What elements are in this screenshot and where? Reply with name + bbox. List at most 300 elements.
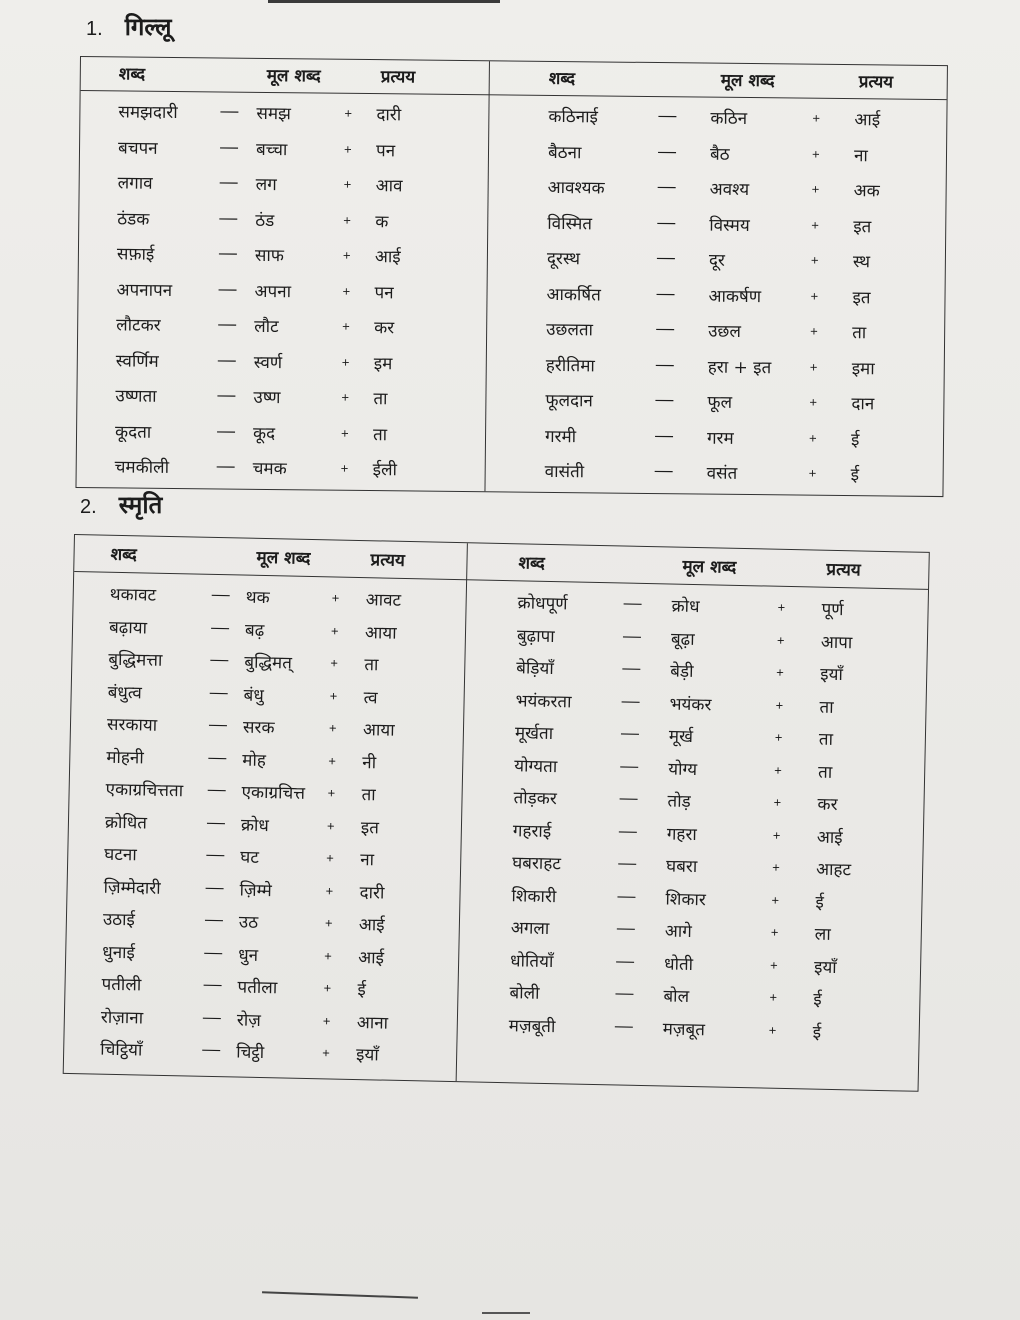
plus-symbol: + <box>331 590 340 606</box>
table-row <box>78 312 486 350</box>
column-header-word: शब्द <box>548 68 576 90</box>
derived-word: एकाग्रचित्तता <box>105 779 184 802</box>
plus-symbol: + <box>769 989 778 1005</box>
suffix-word: दान <box>851 394 875 415</box>
suffix-word: पूर्ण <box>821 599 844 621</box>
plus-symbol: + <box>774 762 782 778</box>
suffix-word: आया <box>362 720 395 741</box>
plus-symbol: + <box>341 354 350 370</box>
suffix-word: इत <box>360 817 380 838</box>
plus-symbol: + <box>330 655 339 671</box>
suffix-table-2 <box>63 534 930 1092</box>
table-row <box>78 276 486 314</box>
suffix-word: त्व <box>363 687 378 708</box>
dash-symbol: — <box>210 616 230 637</box>
derived-word: बंधुत्व <box>107 682 143 703</box>
dash-symbol: — <box>622 657 641 678</box>
table-row <box>486 281 946 320</box>
derived-word: घबराहट <box>511 853 562 875</box>
plus-symbol: + <box>777 599 786 615</box>
suffix-word: इमा <box>851 358 875 379</box>
root-word: साफ <box>254 245 285 267</box>
table-row <box>77 418 485 456</box>
derived-word: लौटकर <box>116 315 161 336</box>
suffix-word: ई <box>813 989 822 1010</box>
derived-word: बेड़ियाँ <box>516 658 554 680</box>
suffix-word: ता <box>372 424 388 445</box>
plus-symbol: + <box>344 105 353 121</box>
suffix-word: स्थ <box>852 252 871 273</box>
root-word: तोड़ <box>667 791 691 812</box>
suffix-word: ता <box>373 389 388 410</box>
derived-word: सफ़ाई <box>116 244 155 265</box>
plus-symbol: + <box>326 850 335 866</box>
dash-symbol: — <box>616 917 636 938</box>
root-word: गरम <box>706 428 734 449</box>
root-word: बोल <box>663 986 690 1007</box>
root-word: बूढ़ा <box>670 629 695 650</box>
dash-symbol: — <box>203 973 222 995</box>
dash-symbol: — <box>209 681 228 702</box>
plus-symbol: + <box>340 425 349 441</box>
dash-symbol: — <box>622 625 642 646</box>
derived-word: पतीली <box>101 974 142 996</box>
derived-word: आकर्षित <box>546 284 601 305</box>
footer-rule <box>482 1312 530 1314</box>
derived-word: दूरस्थ <box>546 248 581 270</box>
suffix-word: ना <box>853 145 868 166</box>
suffix-word: ना <box>360 850 375 871</box>
derived-word: फूलदान <box>545 390 594 412</box>
table-row <box>79 206 487 244</box>
suffix-word: आई <box>357 947 385 969</box>
root-word: उष्ण <box>253 387 281 409</box>
root-word: मूर्ख <box>668 726 694 748</box>
suffix-word: आपा <box>820 632 853 653</box>
table-row <box>485 387 945 426</box>
plus-symbol: + <box>808 430 817 446</box>
derived-word: उछलता <box>546 319 594 341</box>
derived-word: हरीतिमा <box>545 355 595 376</box>
root-word: भयंकर <box>669 694 712 715</box>
derived-word: सरकाया <box>106 714 158 736</box>
plus-symbol: + <box>772 859 780 875</box>
derived-word: बुद्धिमत्ता <box>108 649 163 671</box>
plus-symbol: + <box>325 882 334 899</box>
derived-word: ठंडक <box>117 208 150 230</box>
dash-symbol: — <box>205 876 224 897</box>
suffix-word: ई <box>812 1022 822 1043</box>
column-header-suffix: प्रत्यय <box>370 550 406 571</box>
root-word: थक <box>245 587 270 609</box>
root-word: क्रोध <box>240 815 270 836</box>
suffix-word: ई <box>357 980 367 1001</box>
dash-symbol: — <box>656 318 675 339</box>
derived-word: भयंकरता <box>515 690 572 712</box>
derived-word: थकावट <box>109 584 157 606</box>
dash-symbol: — <box>615 982 634 1003</box>
dash-symbol: — <box>217 384 236 405</box>
suffix-word: आई <box>358 915 385 936</box>
plus-symbol: + <box>808 465 817 481</box>
dash-symbol: — <box>219 171 238 192</box>
plus-symbol: + <box>341 389 350 405</box>
table-row <box>487 210 947 249</box>
suffix-word: दारी <box>359 882 385 904</box>
root-word: समझ <box>256 103 292 125</box>
table-row <box>485 423 945 462</box>
root-word: उछल <box>708 321 742 342</box>
root-word: लग <box>255 174 277 196</box>
suffix-word: आई <box>816 827 843 848</box>
dash-symbol: — <box>204 941 223 962</box>
suffix-word: क <box>375 211 389 232</box>
root-word: कठिन <box>710 108 748 129</box>
top-rule <box>268 0 500 3</box>
plus-symbol: + <box>324 915 333 931</box>
table-row <box>484 458 944 497</box>
root-word: क्रोध <box>671 596 700 618</box>
suffix-word: ता <box>819 697 834 718</box>
derived-word: क्रोधित <box>104 812 148 834</box>
dash-symbol: — <box>202 1006 222 1027</box>
dash-symbol: — <box>619 787 638 808</box>
suffix-word: आहट <box>815 859 852 881</box>
derived-word: बुढ़ापा <box>516 625 555 647</box>
suffix-word: आव <box>375 176 403 197</box>
suffix-word: ता <box>852 323 867 344</box>
suffix-table-1 <box>75 56 947 497</box>
table-row <box>487 174 947 213</box>
plus-symbol: + <box>810 323 818 339</box>
plus-symbol: + <box>810 288 819 304</box>
derived-word: बैठना <box>547 142 582 163</box>
derived-word: घटना <box>104 844 137 866</box>
plus-symbol: + <box>326 817 335 834</box>
section-heading-1 <box>86 10 172 43</box>
dash-symbol: — <box>219 206 238 228</box>
plus-symbol: + <box>811 146 820 162</box>
suffix-word: इयाँ <box>820 664 844 686</box>
column-header-suffix: प्रत्यय <box>826 559 861 581</box>
plus-symbol: + <box>810 252 819 268</box>
suffix-word: इत <box>853 216 872 237</box>
suffix-word: कर <box>374 318 395 339</box>
dash-symbol: — <box>620 754 639 776</box>
derived-word: मोहनी <box>106 747 144 769</box>
dash-symbol: — <box>216 419 236 441</box>
root-word: दूर <box>708 250 725 271</box>
dash-symbol: — <box>614 1014 634 1036</box>
suffix-word: दारी <box>376 105 402 126</box>
column-header-word: शब्द <box>518 553 545 574</box>
plus-symbol: + <box>340 460 349 476</box>
plus-symbol: + <box>343 176 352 192</box>
plus-symbol: + <box>772 827 781 843</box>
section-title: स्मृति <box>118 490 163 519</box>
root-word: उठ <box>238 912 259 933</box>
root-word: गहरा <box>666 823 698 845</box>
derived-word: बढ़ाया <box>108 617 148 639</box>
suffix-word: ला <box>814 924 831 945</box>
column-header-suffix: प्रत्यय <box>380 67 416 88</box>
suffix-word: आवट <box>365 590 402 611</box>
plus-symbol: + <box>774 729 783 745</box>
dash-symbol: — <box>208 713 228 735</box>
plus-symbol: + <box>328 752 337 769</box>
derived-word: उष्णता <box>115 386 157 407</box>
root-word: कूद <box>252 423 276 444</box>
root-word: सरक <box>242 717 275 739</box>
derived-word: क्रोधपूर्ण <box>517 593 568 615</box>
derived-word: रोज़ाना <box>100 1007 144 1029</box>
derived-word: धुनाई <box>102 942 136 963</box>
section-title: गिल्लू <box>124 12 172 41</box>
root-word: ठंड <box>255 210 275 231</box>
suffix-word: ता <box>364 655 379 676</box>
plus-symbol: + <box>768 1022 777 1038</box>
derived-word: मज़बूती <box>508 1015 556 1037</box>
root-word: शिकार <box>665 888 707 910</box>
derived-word: विस्मित <box>547 213 593 234</box>
dash-symbol: — <box>204 908 224 930</box>
derived-word: अपनापन <box>116 279 173 301</box>
column-header-suffix: प्रत्यय <box>858 72 894 93</box>
root-word: बैठ <box>709 144 730 165</box>
plus-symbol: + <box>328 720 337 736</box>
column-header-word: शब्द <box>118 64 146 85</box>
plus-symbol: + <box>343 141 352 157</box>
dash-symbol: — <box>210 648 229 670</box>
derived-word: उठाई <box>102 909 136 931</box>
derived-word: गहराई <box>512 820 552 842</box>
root-word: मोह <box>242 750 267 771</box>
table-row <box>64 1036 457 1078</box>
dash-symbol: — <box>218 313 237 334</box>
table-row <box>486 352 946 391</box>
plus-symbol: + <box>322 1012 331 1028</box>
column-header-root: मूल शब्द <box>720 70 775 92</box>
plus-symbol: + <box>327 785 336 801</box>
table-row <box>80 99 488 137</box>
dash-symbol: — <box>218 277 237 299</box>
root-word: फूल <box>707 392 733 413</box>
dash-symbol: — <box>220 100 239 121</box>
suffix-word: इयाँ <box>355 1045 379 1066</box>
suffix-word: आई <box>854 110 881 131</box>
dash-symbol: — <box>657 140 677 161</box>
table-right-half <box>456 543 931 1091</box>
dash-symbol: — <box>654 424 674 445</box>
suffix-word: आना <box>356 1012 389 1034</box>
dash-symbol: — <box>219 135 239 157</box>
suffix-word: इम <box>373 353 393 374</box>
dash-symbol: — <box>618 819 638 841</box>
plus-symbol: + <box>812 110 821 126</box>
derived-word: बचपन <box>117 137 158 159</box>
derived-word: स्वर्णिम <box>115 350 159 372</box>
root-word: चिट्ठी <box>235 1042 265 1064</box>
plus-symbol: + <box>342 318 350 334</box>
table-row <box>77 383 485 421</box>
table-row <box>488 139 948 178</box>
dash-symbol: — <box>202 1038 221 1060</box>
derived-word: योग्यता <box>514 755 558 777</box>
dash-symbol: — <box>621 690 640 711</box>
suffix-word: ता <box>818 729 834 750</box>
suffix-word: अक <box>853 181 880 202</box>
dash-symbol: — <box>658 105 677 126</box>
root-word: स्वर्ण <box>253 352 283 373</box>
dash-symbol: — <box>657 176 676 197</box>
dash-symbol: — <box>618 852 637 873</box>
dash-symbol: — <box>655 389 674 410</box>
suffix-word: आया <box>364 622 397 644</box>
footer-rule <box>262 1291 418 1298</box>
root-word: बंधु <box>243 685 265 706</box>
dash-symbol: — <box>656 247 676 268</box>
table-row <box>79 241 487 279</box>
root-word: ज़िम्मे <box>239 880 273 901</box>
derived-word: ज़िम्मेदारी <box>103 877 161 899</box>
plus-symbol: + <box>324 947 332 963</box>
column-header-root: मूल शब्द <box>682 556 737 578</box>
plus-symbol: + <box>343 212 351 228</box>
suffix-word: पन <box>375 140 396 161</box>
suffix-word: ता <box>361 785 376 806</box>
root-word: धोती <box>663 953 694 975</box>
plus-symbol: + <box>330 622 339 639</box>
dash-symbol: — <box>656 282 675 303</box>
suffix-word: ता <box>817 762 833 783</box>
derived-word: मूर्खता <box>514 723 554 745</box>
plus-symbol: + <box>773 794 782 810</box>
section-number: 1. <box>86 18 103 40</box>
derived-word: चमकीली <box>114 457 170 478</box>
derived-word: समझदारी <box>118 102 178 124</box>
derived-word: अगला <box>510 918 550 940</box>
derived-word: धोतियाँ <box>509 950 554 972</box>
plus-symbol: + <box>342 283 351 299</box>
plus-symbol: + <box>775 697 784 713</box>
dash-symbol: — <box>617 884 636 906</box>
plus-symbol: + <box>323 980 332 996</box>
dash-symbol: — <box>657 211 676 232</box>
root-word: आकर्षण <box>708 286 762 307</box>
plus-symbol: + <box>776 664 785 680</box>
dash-symbol: — <box>655 353 674 374</box>
section-heading-2 <box>80 488 162 521</box>
dash-symbol: — <box>206 843 225 865</box>
plus-symbol: + <box>769 957 778 973</box>
root-word: घट <box>240 847 260 868</box>
suffix-word: कर <box>817 794 838 816</box>
derived-word: लगाव <box>117 173 153 194</box>
dash-symbol: — <box>615 949 635 971</box>
plus-symbol: + <box>809 394 818 410</box>
root-word: बेड़ी <box>670 661 694 683</box>
table-row <box>76 454 484 492</box>
plus-symbol: + <box>770 924 779 940</box>
dash-symbol: — <box>217 348 236 370</box>
root-word: चमक <box>252 458 287 480</box>
dash-symbol: — <box>218 242 238 263</box>
suffix-word: इयाँ <box>813 957 837 978</box>
suffix-word: ई <box>850 465 860 486</box>
root-word: बच्चा <box>255 139 288 160</box>
root-word: एकाग्रचित्त <box>241 782 306 804</box>
root-word: रोज़ <box>236 1010 262 1031</box>
derived-word: वासंती <box>544 461 585 483</box>
table-left-half <box>76 57 488 491</box>
plus-symbol: + <box>776 632 785 648</box>
suffix-word: नी <box>362 752 377 773</box>
root-word: हरा + इत <box>707 357 772 378</box>
plus-symbol: + <box>322 1045 330 1061</box>
table-row <box>486 316 946 355</box>
plus-symbol: + <box>809 359 818 375</box>
root-word: धुन <box>238 945 259 966</box>
plus-symbol: + <box>342 247 351 263</box>
dash-symbol: — <box>206 811 226 832</box>
table-right-half <box>484 61 948 496</box>
dash-symbol: — <box>654 460 673 481</box>
dash-symbol: — <box>216 455 235 476</box>
derived-word: बोली <box>509 983 540 1004</box>
root-word: अपना <box>254 281 292 302</box>
table-row <box>488 103 948 142</box>
dash-symbol: — <box>623 592 642 613</box>
dash-symbol: — <box>620 722 640 743</box>
root-word: आगे <box>664 921 692 943</box>
section-number: 2. <box>80 496 97 518</box>
plus-symbol: + <box>811 181 820 197</box>
suffix-word: आई <box>374 247 401 268</box>
dash-symbol: — <box>207 778 226 800</box>
derived-word: आवश्यक <box>547 177 605 199</box>
suffix-word: ईली <box>372 460 398 481</box>
suffix-word: ई <box>815 892 825 913</box>
dash-symbol: — <box>211 583 230 605</box>
derived-word: चिट्ठियाँ <box>99 1039 143 1061</box>
root-word: वसंत <box>706 463 738 484</box>
column-header-root: मूल शब्द <box>266 65 321 87</box>
derived-word: गरमी <box>544 426 577 447</box>
column-header-root: मूल शब्द <box>256 547 311 569</box>
derived-word: कूदता <box>114 421 152 443</box>
root-word: विस्मय <box>709 215 750 236</box>
plus-symbol: + <box>811 217 819 233</box>
suffix-word: ई <box>850 429 860 450</box>
table-row <box>78 347 486 385</box>
table-left-half <box>64 535 467 1081</box>
root-word: पतीला <box>237 977 278 999</box>
derived-word: शिकारी <box>511 885 557 907</box>
table-row <box>79 170 487 208</box>
derived-word: तोड़कर <box>513 788 557 810</box>
root-word: अवश्य <box>709 179 750 201</box>
plus-symbol: + <box>329 687 338 704</box>
column-header-word: शब्द <box>110 544 138 566</box>
table-row <box>487 245 947 284</box>
table-row <box>80 135 488 173</box>
root-word: बुद्धिमत् <box>244 652 293 674</box>
suffix-word: पन <box>374 282 394 303</box>
root-word: बढ़ <box>244 620 265 641</box>
plus-symbol: + <box>771 892 780 908</box>
suffix-word: इत <box>852 287 871 308</box>
derived-word: कठिनाई <box>548 106 599 128</box>
